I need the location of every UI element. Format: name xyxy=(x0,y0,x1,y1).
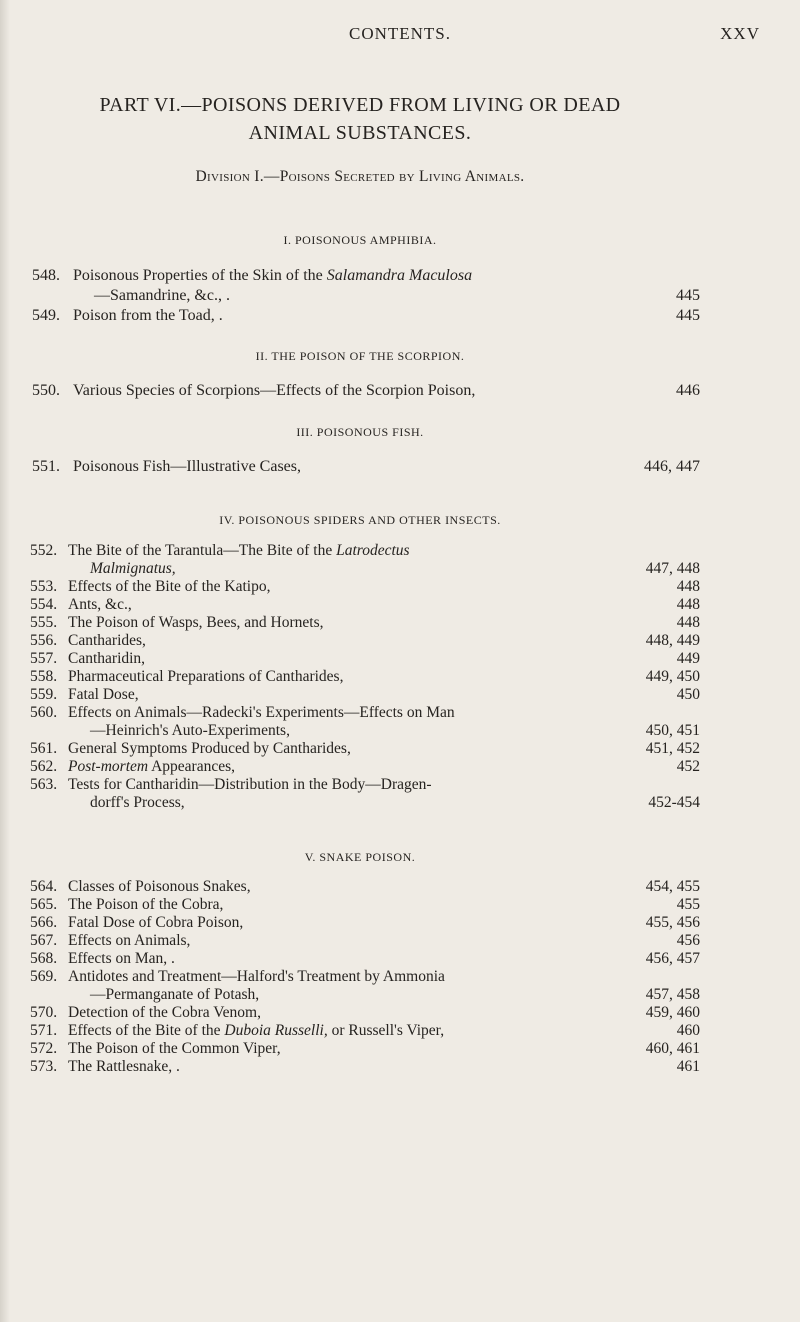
entry-page: 456, 457 xyxy=(645,950,700,967)
entry-page: 451, 452 xyxy=(645,740,700,757)
entry-title: Pharmaceutical Preparations of Cantharides, xyxy=(68,668,344,685)
entry-title: Poisonous Fish—Illustrative Cases, xyxy=(73,458,302,475)
entry-page: 448 xyxy=(676,578,700,595)
entry-page: 448 xyxy=(676,596,700,613)
entry-title: The Poison of Wasps, Bees, and Hornets, xyxy=(68,614,324,631)
entry-title: The Rattlesnake, . xyxy=(68,1058,180,1075)
entry-page: 449 xyxy=(676,650,700,667)
entry-title: General Symptoms Produced by Cantharides, xyxy=(68,740,351,757)
entry-title: Effects of the Bite of the Katipo, xyxy=(68,578,271,595)
entry-page: 450 xyxy=(676,686,700,703)
section-heading-snake-poison: V. SNAKE POISON. xyxy=(304,850,416,864)
entry-number: 551. xyxy=(32,458,60,475)
entry-title: Cantharides, xyxy=(68,632,146,649)
entry-number: 567. xyxy=(30,932,58,949)
entry-title: The Poison of the Cobra, xyxy=(68,896,224,913)
entry-page: 455, 456 xyxy=(645,914,700,931)
entry-page: 457, 458 xyxy=(645,986,700,1003)
entry-title: Effects on Animals—Radecki's Experiments—Effects on Man xyxy=(68,704,455,721)
entry-number: 553. xyxy=(30,578,58,595)
entry-page: 449, 450 xyxy=(645,668,700,685)
entry-title: The Bite of the Tarantula—The Bite of the Latrodectus xyxy=(68,542,410,559)
entry-title-continued: dorff's Process, xyxy=(90,794,185,811)
entry-page: 448, 449 xyxy=(645,632,700,649)
section-heading-spiders-insects: IV. POISONOUS SPIDERS AND OTHER INSECTS. xyxy=(219,513,501,527)
entry-page: 446, 447 xyxy=(644,458,700,475)
entry-title: Tests for Cantharidin—Distribution in the Body—Dragen- xyxy=(68,776,432,793)
entry-number: 568. xyxy=(30,950,58,967)
entry-number: 550. xyxy=(32,382,60,399)
entry-number: 548. xyxy=(32,267,60,284)
entry-page: 454, 455 xyxy=(645,878,700,895)
entry-number: 556. xyxy=(30,632,58,649)
entry-number: 554. xyxy=(30,596,58,613)
running-head xyxy=(0,24,800,44)
entry-page: 456 xyxy=(676,932,700,949)
entry-page: 445 xyxy=(676,307,700,324)
division-heading: Division I.—Poisons Secreted by Living Animals. xyxy=(195,168,525,185)
section-heading-amphibia: I. POISONOUS AMPHIBIA. xyxy=(283,233,437,247)
entry-page: 455 xyxy=(676,896,700,913)
entry-title-continued: —Heinrich's Auto-Experiments, xyxy=(90,722,290,739)
entry-title: Fatal Dose of Cobra Poison, xyxy=(68,914,244,931)
entry-title: Fatal Dose, xyxy=(68,686,139,703)
entry-page: 460 xyxy=(676,1022,700,1039)
entry-page: 446 xyxy=(676,382,700,399)
entry-title: Effects of the Bite of the Duboia Russelli, or Russell's Viper, xyxy=(68,1022,445,1039)
entry-title-continued: —Samandrine, &c., . xyxy=(94,287,230,304)
entry-number: 563. xyxy=(30,776,58,793)
entry-number: 573. xyxy=(30,1058,58,1075)
entry-page: 448 xyxy=(676,614,700,631)
entry-number: 566. xyxy=(30,914,58,931)
entry-title: Poisonous Properties of the Skin of the Salamandra Maculosa xyxy=(73,267,473,284)
part-title-line-1: PART VI.—POISONS DERIVED FROM LIVING OR DEAD xyxy=(99,94,621,116)
entry-number: 555. xyxy=(30,614,58,631)
running-head-title: CONTENTS. xyxy=(348,24,452,43)
part-title xyxy=(70,91,650,147)
entry-title: Effects on Animals, xyxy=(68,932,191,949)
entry-page: 459, 460 xyxy=(645,1004,700,1021)
entry-title: Post-mortem Appearances, xyxy=(68,758,236,775)
entry-page: 452-454 xyxy=(648,794,700,811)
section-heading-fish: III. POISONOUS FISH. xyxy=(296,425,424,439)
entry-title: Detection of the Cobra Venom, xyxy=(68,1004,261,1021)
entry-number: 565. xyxy=(30,896,58,913)
entry-number: 572. xyxy=(30,1040,58,1057)
entry-title: Ants, &c., xyxy=(68,596,132,613)
entry-title: Cantharidin, xyxy=(68,650,146,667)
part-title-line-2: ANIMAL SUBSTANCES. xyxy=(248,122,472,144)
section-heading-scorpion: II. THE POISON OF THE SCORPION. xyxy=(255,349,465,363)
entry-number: 552. xyxy=(30,542,58,559)
page-binding-shadow xyxy=(0,0,10,1322)
entry-title-continued: —Permanganate of Potash, xyxy=(90,986,260,1003)
entry-title: The Poison of the Common Viper, xyxy=(68,1040,281,1057)
entry-title-continued: Malmignatus, xyxy=(90,560,176,577)
entry-page: 447, 448 xyxy=(645,560,700,577)
entry-title: Poison from the Toad, . xyxy=(73,307,223,324)
entry-number: 570. xyxy=(30,1004,58,1021)
entry-page: 450, 451 xyxy=(645,722,700,739)
entry-number: 549. xyxy=(32,307,60,324)
entry-title: Antidotes and Treatment—Halford's Treatment by Ammonia xyxy=(68,968,445,985)
entry-number: 561. xyxy=(30,740,58,757)
entry-title: Effects on Man, . xyxy=(68,950,175,967)
entry-page: 460, 461 xyxy=(645,1040,700,1057)
entry-page: 461 xyxy=(676,1058,700,1075)
entry-number: 559. xyxy=(30,686,58,703)
entry-number: 557. xyxy=(30,650,58,667)
entry-page: 452 xyxy=(676,758,700,775)
entry-number: 560. xyxy=(30,704,58,721)
entry-number: 558. xyxy=(30,668,58,685)
entry-number: 571. xyxy=(30,1022,58,1039)
entry-title: Classes of Poisonous Snakes, xyxy=(68,878,251,895)
entry-number: 569. xyxy=(30,968,58,985)
running-head-page-number: XXV xyxy=(720,24,760,43)
entry-page: 445 xyxy=(676,287,700,304)
entry-number: 562. xyxy=(30,758,58,775)
entry-number: 564. xyxy=(30,878,58,895)
entry-title: Various Species of Scorpions—Effects of the Scorpion Poison, xyxy=(73,382,476,399)
